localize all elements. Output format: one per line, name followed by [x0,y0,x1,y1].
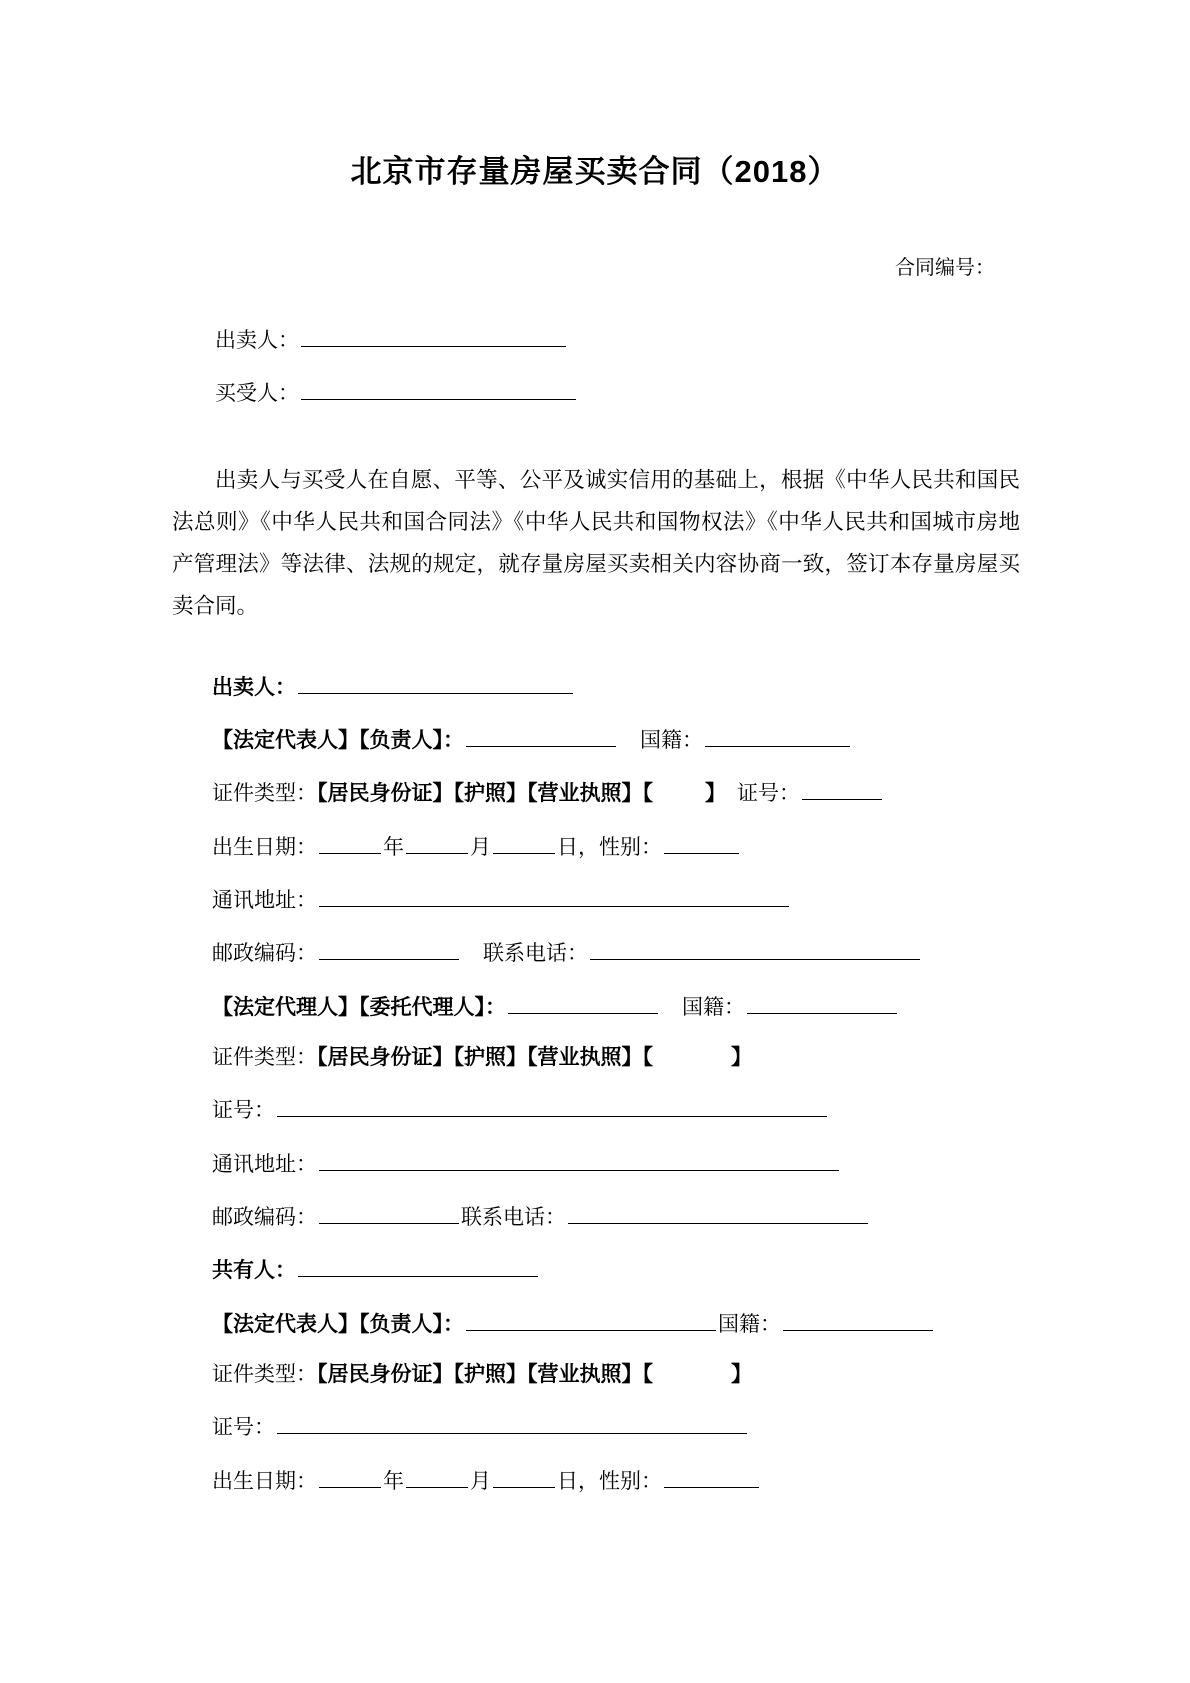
agent-nationality-label: 国籍： [682,994,745,1019]
top-seller-label: 出卖人： [215,328,299,353]
agent-phone-input[interactable] [568,1201,868,1224]
coowner-nationality-label: 国籍： [718,1311,781,1336]
seller-legal-rep-input[interactable] [466,724,616,747]
top-buyer-input[interactable] [301,377,576,400]
seller-gender-label: 性别： [599,834,662,859]
coowner-year-unit: 年 [383,1468,404,1493]
seller-id-type-row [212,777,1190,807]
agent-address-label: 通讯地址： [212,1151,317,1176]
agent-row [212,991,1190,1021]
seller-year-unit: 年 [383,834,404,859]
agent-nationality-input[interactable] [747,991,897,1014]
coowner-id-options-close: 】 [731,1363,752,1386]
coowner-id-number-row [212,1411,1190,1441]
agent-id-type-row [212,1044,1190,1071]
seller-nationality-input[interactable] [705,724,850,747]
agent-address-input[interactable] [319,1148,839,1171]
seller-contact-row [212,937,1190,967]
coowner-birth-label: 出生日期： [212,1468,317,1493]
coowner-birth-day-input[interactable] [493,1465,555,1488]
top-parties-block [0,282,1190,407]
seller-section-heading: 出卖人： [212,675,296,699]
contract-number-label: 合同编号： [895,257,995,280]
top-seller-input[interactable] [301,324,566,347]
seller-address-label: 通讯地址： [212,888,317,912]
seller-birth-label: 出生日期： [212,834,317,859]
seller-legal-rep-label: 【法定代表人】【负责人】： [212,728,464,752]
coowner-gender-input[interactable] [664,1465,759,1488]
agent-name-input[interactable] [508,991,658,1014]
top-buyer-label: 买受人： [215,380,299,405]
coowner-name-input[interactable] [298,1254,538,1277]
agent-id-options-close: 】 [731,1045,752,1069]
agent-id-number-row [212,1094,1190,1124]
coowner-day-unit: 日， [557,1468,599,1493]
seller-id-number-input[interactable] [802,777,882,800]
seller-phone-input[interactable] [590,937,920,960]
coowner-birth-month-input[interactable] [406,1465,468,1488]
seller-address-input[interactable] [319,884,789,907]
seller-birth-day-input[interactable] [493,831,555,854]
coowner-gender-label: 性别： [599,1468,662,1493]
coowner-section-heading-row [212,1254,1190,1284]
coowner-legal-rep-input[interactable] [466,1308,716,1331]
agent-postcode-input[interactable] [319,1201,459,1224]
coowner-section-heading: 共有人： [212,1259,296,1283]
seller-id-options-close: 】 [705,782,726,806]
top-seller-row [215,324,1190,354]
seller-day-unit: 日， [557,834,599,859]
agent-id-options[interactable]: 【居民身份证】【护照】【营业执照】【 [317,1045,653,1069]
seller-legal-rep-row [212,724,1190,754]
seller-postcode-label: 邮政编码： [212,941,317,966]
coowner-nationality-input[interactable] [783,1308,933,1331]
coowner-id-type-row [212,1361,1190,1388]
coowner-id-options[interactable]: 【居民身份证】【护照】【营业执照】【 [317,1363,653,1386]
seller-address-row [212,884,1190,914]
agent-phone-label: 联系电话： [461,1205,566,1230]
coowner-id-number-label: 证号： [212,1415,275,1440]
agent-postcode-label: 邮政编码： [212,1205,317,1230]
form-body [0,649,1190,1495]
agent-contact-row [212,1201,1190,1231]
seller-section-heading-row [212,671,1190,701]
seller-postcode-input[interactable] [319,937,459,960]
coowner-birth-year-input[interactable] [319,1465,381,1488]
page-title: 北京市存量房屋买卖合同（2018） [350,154,840,189]
agent-address-row [212,1148,1190,1178]
coowner-legal-rep-row [212,1308,1190,1338]
coowner-month-unit: 月 [470,1468,491,1493]
seller-name-input[interactable] [298,671,573,694]
agent-label: 【法定代理人】【委托代理人】： [212,995,506,1019]
seller-nationality-label: 国籍： [640,727,703,752]
agent-id-number-label: 证号： [212,1098,275,1123]
seller-month-unit: 月 [470,834,491,859]
coowner-birth-row [212,1465,1190,1495]
seller-id-options[interactable]: 【居民身份证】【护照】【营业执照】【 [317,782,653,806]
seller-birth-year-input[interactable] [319,831,381,854]
seller-id-type-label: 证件类型： [212,781,317,806]
seller-phone-label: 联系电话： [483,941,588,966]
top-buyer-row [215,377,1190,407]
seller-birth-row [212,831,1190,861]
seller-birth-month-input[interactable] [406,831,468,854]
contract-number-row [0,192,1190,282]
coowner-legal-rep-label: 【法定代表人】【负责人】： [212,1312,464,1336]
coowner-id-number-input[interactable] [277,1411,747,1434]
seller-id-number-label: 证号： [737,781,800,806]
agent-id-type-label: 证件类型： [212,1044,317,1069]
coowner-id-type-label: 证件类型： [212,1362,317,1386]
agent-id-number-input[interactable] [277,1094,827,1117]
preamble-paragraph: 出卖人与买受人在自愿、平等、公平及诚实信用的基础上，根据《中华人民共和国民法总则》《中华人民共和国合同法》《中华人民共和国物权法》《中华人民共和国城市房地产管理法》等法律、法规的规定，就存量房屋买卖相关内容协商一致，签订本存量房屋买卖合同。 [172,468,1020,619]
seller-gender-input[interactable] [664,831,739,854]
